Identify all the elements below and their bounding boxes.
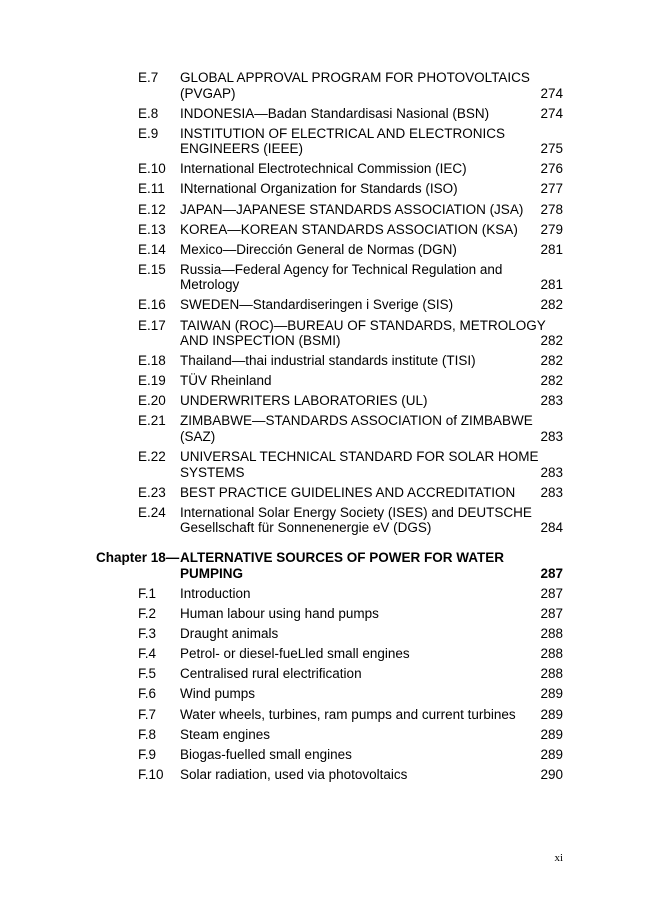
toc-entry-page: 284 bbox=[540, 520, 563, 536]
toc-entry bbox=[0, 353, 660, 369]
toc-entry-page: 274 bbox=[540, 105, 563, 121]
toc-entry-page: 278 bbox=[540, 201, 563, 217]
toc-entry-number: E.13 bbox=[138, 221, 166, 237]
toc-entry-number: E.11 bbox=[138, 181, 165, 197]
toc-entry-title: TÜV Rheinland bbox=[180, 373, 272, 389]
toc-entry-number: E.20 bbox=[138, 393, 166, 409]
chapter-page: 287 bbox=[540, 565, 563, 581]
toc-entry bbox=[0, 767, 660, 783]
toc-entry-title: UNIVERSAL TECHNICAL STANDARD FOR SOLAR HOME bbox=[180, 449, 539, 464]
toc-entry bbox=[0, 70, 660, 101]
toc-entry bbox=[0, 202, 660, 218]
toc-entry-page: 282 bbox=[540, 353, 563, 369]
toc-entry-page: 287 bbox=[540, 585, 563, 601]
chapter-label: Chapter 18— bbox=[96, 550, 180, 566]
toc-entry bbox=[0, 297, 660, 313]
toc-entry-page: 282 bbox=[540, 373, 563, 389]
toc-entry-number: F.7 bbox=[138, 706, 157, 722]
toc-entry bbox=[0, 505, 660, 536]
toc-entry-number: E.14 bbox=[138, 241, 166, 257]
toc-entry-page: 288 bbox=[540, 646, 563, 662]
toc-entry-number: E.8 bbox=[138, 105, 159, 121]
toc-entry bbox=[0, 606, 660, 622]
toc-entry-page: 289 bbox=[540, 686, 563, 702]
toc-entry-page: 279 bbox=[540, 221, 563, 237]
toc-entry-page: 283 bbox=[540, 464, 563, 480]
toc-entry-page: 283 bbox=[540, 393, 563, 409]
toc-entry-page: 282 bbox=[540, 297, 563, 313]
toc-entry-title: KOREA—KOREAN STANDARDS ASSOCIATION (KSA) bbox=[180, 221, 518, 237]
toc-entry-number: F.8 bbox=[138, 726, 157, 742]
toc-entry-title: Steam engines bbox=[180, 726, 271, 742]
toc-entry-title: Introduction bbox=[180, 585, 251, 601]
toc-entry-title: Human labour using hand pumps bbox=[180, 606, 379, 621]
toc-entry-number: E.15 bbox=[138, 261, 166, 277]
toc-entry-number: F.3 bbox=[138, 626, 157, 642]
toc-entry-title: Thailand—thai industrial standards institute (TISI) bbox=[180, 353, 476, 369]
toc-entry-title: Gesellschaft für Sonnenenergie eV (DGS) bbox=[180, 520, 432, 536]
toc-entry bbox=[0, 449, 660, 480]
toc-entry-title: INDONESIA—Badan Standardisasi Nasional (BSN) bbox=[180, 105, 490, 121]
toc-entry-number: F.1 bbox=[138, 585, 157, 601]
chapter-heading bbox=[0, 550, 660, 581]
toc-entry-number: E.24 bbox=[138, 504, 166, 520]
toc-entry bbox=[0, 686, 660, 702]
toc-entry bbox=[0, 126, 660, 157]
toc-entry bbox=[0, 318, 660, 349]
toc-entry-number: E.12 bbox=[138, 201, 166, 217]
toc-entry-page: 283 bbox=[540, 484, 563, 500]
toc-entry-number: F.9 bbox=[138, 746, 157, 762]
toc-entry-number: E.19 bbox=[138, 373, 166, 389]
chapter-title: ALTERNATIVE SOURCES OF POWER FOR WATER bbox=[180, 550, 504, 566]
toc-entry-page: 282 bbox=[540, 333, 563, 348]
toc-entry bbox=[0, 646, 660, 662]
toc-entry-page: 274 bbox=[540, 85, 563, 101]
toc-entry-title: International Solar Energy Society (ISES) and DEUTSCHE bbox=[180, 504, 532, 520]
toc-entry-title: ZIMBABWE—STANDARDS ASSOCIATION of ZIMBABWE bbox=[180, 413, 533, 429]
toc-entry-number: F.5 bbox=[138, 666, 157, 682]
toc-entry-title: ENGINEERS (IEEE) bbox=[180, 141, 304, 157]
toc-entry-title: INternational Organization for Standards (ISO) bbox=[180, 181, 458, 197]
toc-entry bbox=[0, 222, 660, 238]
toc-entry-number: E.16 bbox=[138, 297, 166, 313]
toc-entry bbox=[0, 626, 660, 642]
toc-entry-title: GLOBAL APPROVAL PROGRAM FOR PHOTOVOLTAICS bbox=[180, 70, 530, 85]
toc-entry-page: 283 bbox=[540, 428, 563, 444]
toc-entry bbox=[0, 747, 660, 763]
toc-entry-page: 289 bbox=[540, 746, 563, 762]
toc-entry-title: Russia—Federal Agency for Technical Regulation and bbox=[180, 261, 503, 277]
toc-entry-title: Mexico—Dirección General de Normas (DGN) bbox=[180, 241, 457, 257]
toc-entry-title: (SAZ) bbox=[180, 428, 216, 444]
toc-entry bbox=[0, 106, 660, 122]
toc-entry-title: Petrol- or diesel-fueLled small engines bbox=[180, 646, 410, 662]
toc-entry bbox=[0, 485, 660, 501]
toc-entry-number: F.2 bbox=[138, 606, 157, 621]
toc-entry-page: 289 bbox=[540, 726, 563, 742]
toc-entry bbox=[0, 707, 660, 723]
toc-entry bbox=[0, 727, 660, 743]
toc-entry-title: Centralised rural electrification bbox=[180, 666, 362, 682]
toc-entry-title: JAPAN—JAPANESE STANDARDS ASSOCIATION (JSA) bbox=[180, 201, 524, 217]
toc-entry-number: E.23 bbox=[138, 484, 166, 500]
toc-entry-number: F.4 bbox=[138, 646, 157, 662]
toc-entry-number: E.22 bbox=[138, 449, 166, 464]
toc-entry-title: SWEDEN—Standardiseringen i Sverige (SIS) bbox=[180, 297, 454, 313]
toc-entry-page: 288 bbox=[540, 666, 563, 682]
toc-entry-number: F.6 bbox=[138, 686, 157, 702]
toc-entry bbox=[0, 413, 660, 444]
toc-entry-title: INSTITUTION OF ELECTRICAL AND ELECTRONICS bbox=[180, 125, 506, 141]
toc-entry-title: AND INSPECTION (BSMI) bbox=[180, 333, 341, 348]
toc-entry-title: TAIWAN (ROC)—BUREAU OF STANDARDS, METROLOGY bbox=[180, 317, 546, 333]
toc-entry-number: E.21 bbox=[138, 413, 166, 429]
toc-entry-title: UNDERWRITERS LABORATORIES (UL) bbox=[180, 393, 428, 409]
toc-entry bbox=[0, 666, 660, 682]
toc-entry-title: Water wheels, turbines, ram pumps and current turbines bbox=[180, 706, 516, 722]
toc-entry-number: E.9 bbox=[138, 125, 159, 141]
toc-entry bbox=[0, 393, 660, 409]
toc-entry-title: BEST PRACTICE GUIDELINES AND ACCREDITATION bbox=[180, 484, 516, 500]
toc-entry-number: E.10 bbox=[138, 161, 166, 177]
toc-entry-number: F.10 bbox=[138, 766, 164, 782]
toc-entry-title: Draught animals bbox=[180, 626, 279, 642]
toc-entry-title: (PVGAP) bbox=[180, 85, 236, 101]
chapter-title: PUMPING bbox=[180, 565, 244, 581]
toc-entry-title: Solar radiation, used via photovoltaics bbox=[180, 766, 408, 782]
toc-entry-page: 287 bbox=[540, 606, 563, 621]
toc-entry bbox=[0, 181, 660, 197]
toc-entry-number: E.18 bbox=[138, 353, 166, 369]
toc-entry-title: International Electrotechnical Commission (IEC) bbox=[180, 161, 467, 177]
toc-entry bbox=[0, 242, 660, 258]
toc-entry-page: 290 bbox=[540, 766, 563, 782]
toc-entry-page: 281 bbox=[540, 277, 563, 293]
page-number: xi bbox=[554, 852, 563, 864]
toc-entry-number: E.7 bbox=[138, 70, 159, 85]
toc-entry bbox=[0, 262, 660, 293]
toc-entry-page: 276 bbox=[540, 161, 563, 177]
toc-entry bbox=[0, 586, 660, 602]
toc-entry-page: 281 bbox=[540, 241, 563, 257]
toc-entry-title: Biogas-fuelled small engines bbox=[180, 746, 352, 762]
toc-entry-page: 277 bbox=[540, 181, 563, 197]
toc-entry-page: 288 bbox=[540, 626, 563, 642]
toc-entry-page: 289 bbox=[540, 706, 563, 722]
toc-entry-title: SYSTEMS bbox=[180, 464, 245, 480]
toc-entry-title: Metrology bbox=[180, 277, 240, 293]
toc-entry-title: Wind pumps bbox=[180, 686, 256, 702]
toc-entry bbox=[0, 373, 660, 389]
toc-entry-number: E.17 bbox=[138, 317, 166, 333]
toc-entry bbox=[0, 161, 660, 177]
toc-entry-page: 275 bbox=[540, 141, 563, 157]
